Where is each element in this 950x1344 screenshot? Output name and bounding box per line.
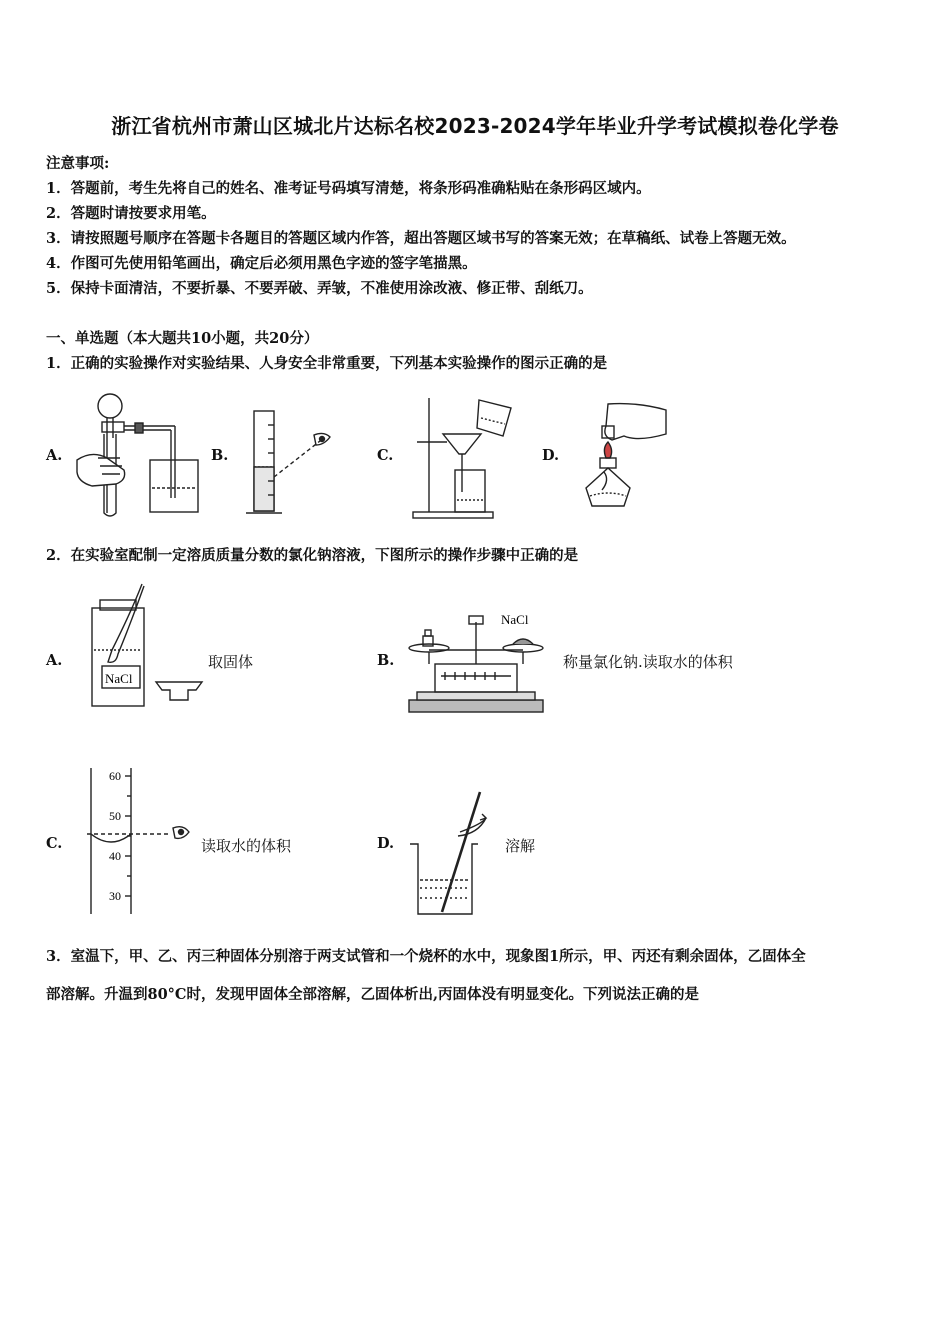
notice-item-4: 4．作图可先使用铅笔画出，确定后必须用黑色字迹的签字笔描黑。 xyxy=(46,255,477,272)
q2-tick-50: 50 xyxy=(109,809,121,823)
q2-option-c-caption: 读取水的体积 xyxy=(201,837,292,855)
q1-figure-d-alcohol-lamp xyxy=(568,400,673,520)
q3-stem-line-2: 部溶解。升温到80°C时，发现甲固体全部溶解，乙固体析出,丙固体没有明显变化。下列说法正确的是 xyxy=(46,986,700,1003)
q2-option-a-caption: 取固体 xyxy=(208,653,254,671)
exam-title: 浙江省杭州市萧山区城北片达标名校2023-2024学年毕业升学考试模拟卷化学卷 xyxy=(111,114,839,138)
q2-figure-b-balance xyxy=(405,608,550,718)
q2-figure-b-nacl-label: NaCl xyxy=(501,612,529,627)
q2-option-b-label: B. xyxy=(377,652,395,669)
notice-item-5: 5．保持卡面清洁，不要折暴、不要弄破、弄皱，不准使用涂改液、修正带、刮纸刀。 xyxy=(46,280,593,297)
notice-item-3: 3．请按照题号顺序在答题卡各题目的答题区域内作答，超出答题区域书写的答案无效；在草稿纸、试卷上答题无效。 xyxy=(46,230,796,247)
q2-figure-a-nacl-label: NaCl xyxy=(105,671,133,686)
notice-item-2: 2．答题时请按要求用笔。 xyxy=(46,205,216,222)
q1-figure-c-filtration xyxy=(407,392,517,520)
notice-item-1: 1．答题前，考生先将自己的姓名、准考证号码填写清楚，将条形码准确粘贴在条形码区域内。 xyxy=(46,180,651,197)
q1-option-a-label: A. xyxy=(46,447,63,464)
q2-tick-40: 40 xyxy=(109,849,121,863)
q2-option-c-label: C. xyxy=(46,835,63,852)
q2-option-a-label: A. xyxy=(46,652,63,669)
q2-option-b-caption: 称量氯化钠.读取水的体积 xyxy=(563,653,733,671)
q2-stem: 2．在实验室配制一定溶质质量分数的氯化钠溶液，下图所示的操作步骤中正确的是 xyxy=(46,547,579,564)
q3-stem-line-1: 3．室温下，甲、乙、丙三种固体分别溶于两支试管和一个烧杯的水中，现象图1所示，甲、丙还有剩余固体，乙固体全 xyxy=(46,948,806,965)
q1-option-b-label: B. xyxy=(211,447,229,464)
q2-option-d-label: D. xyxy=(377,835,395,852)
q2-tick-30: 30 xyxy=(109,889,121,903)
q1-option-c-label: C. xyxy=(377,447,394,464)
q2-figure-a-take-solid xyxy=(88,580,206,710)
q1-stem: 1．正确的实验操作对实验结果、人身安全非常重要，下列基本实验操作的图示正确的是 xyxy=(46,355,608,372)
q1-figure-a-airtightness xyxy=(72,388,207,520)
q1-option-d-label: D. xyxy=(542,447,560,464)
q1-figure-b-cylinder xyxy=(240,405,335,520)
notice-heading: 注意事项: xyxy=(46,155,110,172)
section-heading: 一、单选题（本大题共10小题，共20分） xyxy=(46,330,319,347)
q2-figure-c-reading-volume xyxy=(85,766,197,916)
q2-option-d-caption: 溶解 xyxy=(505,837,536,855)
q2-figure-d-dissolving xyxy=(408,788,493,918)
q2-tick-60: 60 xyxy=(109,769,121,783)
